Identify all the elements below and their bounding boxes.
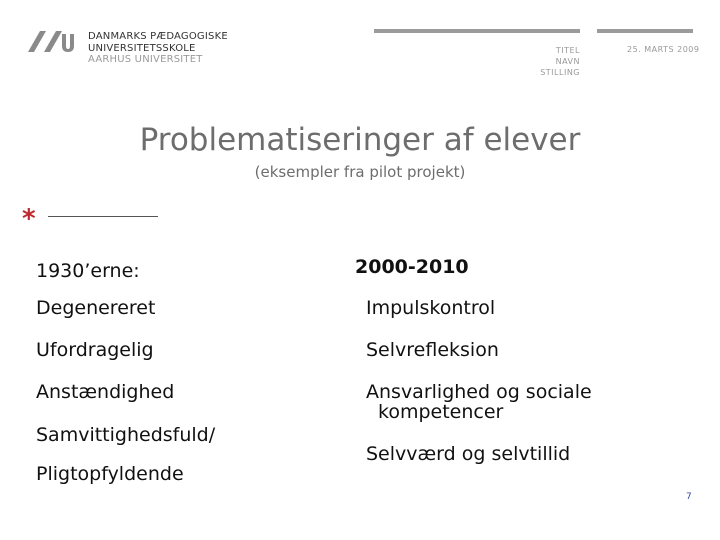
- slide-subtitle: (eksempler fra pilot projekt): [254, 163, 466, 181]
- left-item-4: Samvittighedsfuld/: [36, 424, 216, 446]
- header-bar-left: [374, 29, 580, 33]
- header-bar-right: [597, 29, 693, 33]
- section-divider: [48, 216, 158, 217]
- org-line-2: UNIVERSITETSSKOLE: [88, 42, 196, 54]
- presenter-meta: [500, 45, 580, 78]
- page-number: 7: [686, 492, 692, 502]
- left-item-3: Anstændighed: [36, 381, 175, 403]
- left-item-1: Degenereret: [36, 297, 156, 319]
- right-column-heading: 2000-2010: [355, 256, 469, 278]
- right-item-3: Ansvarlighed og sociale: [366, 381, 592, 403]
- left-column-heading: 1930’erne:: [36, 260, 140, 282]
- left-item-2: Ufordragelig: [36, 339, 154, 361]
- organization-name: [88, 31, 228, 66]
- meta-position: STILLING: [540, 68, 580, 77]
- asterisk-icon: *: [22, 204, 36, 234]
- slide-date: 25. MARTS 2009: [627, 45, 700, 54]
- org-line-3: AARHUS UNIVERSITET: [88, 54, 203, 65]
- left-item-5: Pligtopfyldende: [36, 463, 184, 485]
- university-logo-icon: [26, 28, 76, 54]
- right-item-4: Selvværd og selvtillid: [366, 443, 571, 465]
- slide-title: Problematiseringer af elever: [139, 122, 581, 158]
- right-item-1: Impulskontrol: [366, 297, 496, 319]
- meta-title: TITEL: [555, 46, 580, 55]
- right-item-2: Selvrefleksion: [366, 339, 499, 361]
- meta-name: NAVN: [555, 57, 580, 66]
- org-line-1: DANMARKS PÆDAGOGISKE: [88, 31, 228, 42]
- right-item-3-continued: kompetencer: [378, 401, 504, 423]
